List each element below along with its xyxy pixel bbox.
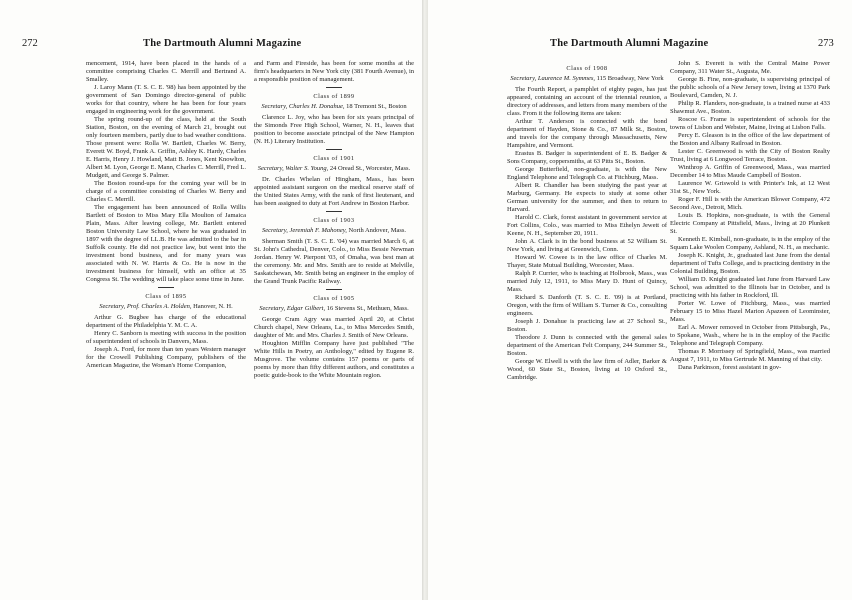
section-divider: [326, 211, 342, 212]
news-paragraph: Howard W. Cowee is in the law office of Charles M. Thayer, State Mutual Building, Worcester, Mass.: [507, 254, 667, 269]
secretary-name: Secretary, Jeremiah F. Mahoney,: [261, 227, 347, 234]
running-title: The Dartmouth Alumni Magazine: [143, 38, 302, 49]
left-column-1: [86, 60, 246, 370]
news-paragraph: Laurence W. Griswold is with Printer's Ink, at 12 West 31st St., New York.: [670, 180, 830, 195]
section-divider: [326, 87, 342, 88]
secretary-address: 24 Oread St., Worcester, Mass.: [329, 165, 411, 172]
class-heading: Class of 1903: [313, 217, 355, 224]
news-paragraph: The spring round-up of the class, held at the South Station, Boston, on the evening of March 21, brought out only fourteen members, partly due to bad weather conditions. Those present were: Rolla W. Bartlett, Charles W. Berry, Everett W. Boyd, Frank A. Griffin, Ashley K. Hardy, Charles E. Harris, Henry J. Howland, Matt B. Jones, Kent Knowlton, Albert M. Lyon, George E. Mann, Charles C. Merrill, Fred L. Mudgett, and George S. Palmer.: [86, 116, 247, 179]
news-paragraph: The engagement has been announced of Rolla Willis Bartlett of Boston to Miss Mary Ella Moulton of Jamaica Plain, Mass. After leaving college, Mr. Bartlett entered Boston University Law School, where he was graduated in 1897 with the degree of LL.B. He was admitted to the bar in Suffolk county. He did not practice law, but went into the investment bond business, and for many years was associated with N. W. Harris & Co. He is now in the investment business for himself, with an office at 35 Congress St. The wedding will take place some time in June.: [86, 204, 246, 283]
news-paragraph: Dana Parkinson, forest assistant in gov-: [678, 364, 782, 371]
news-paragraph: John S. Everett is with the Central Maine Power Company, 311 Water St., Augusta, Me.: [670, 60, 830, 75]
news-paragraph: Albert R. Chandler has been studying the past year at Marburg, Germany. He expects to study at some other German university for the summer, and then to return to Harvard.: [507, 182, 667, 213]
secretary-address: North Andover, Mass.: [348, 227, 407, 234]
secretary-name: Secretary, Charles H. Donahue,: [261, 103, 345, 110]
news-paragraph: mencement, 1914, have been placed in the hands of a committee comprising Charles C. Merrill and Bertrand A. Smalley.: [86, 60, 246, 83]
left-column-2: [254, 60, 414, 380]
secretary-line: [507, 75, 667, 83]
secretary-address: Hanover, N. H.: [193, 303, 233, 310]
news-paragraph: Erastus B. Badger is superintendent of E. B. Badger & Sons Company, coppersmiths, at 63 Pitts St., Boston.: [507, 150, 667, 165]
class-heading: Class of 1901: [313, 155, 355, 162]
news-paragraph: Lester C. Greenwood is with the City of Boston Realty Trust, living at 6 Longwood Terrace, Boston.: [670, 148, 830, 163]
news-paragraph: Sherman Smith (T. S. C. E. '04) was married March 6, at St. John's Cathedral, Denver, Colo., to Miss Bessie Newman Jordan. Henry W. Pierpont '03, of Omaha, was best man at the ceremony. Mr. and Mrs. Smith are to reside at Melville, Saskatchewan, Mr. Smith being an engineer in the employ of the Grand Trunk Pacific Railway.: [254, 238, 414, 285]
news-paragraph: William D. Knight graduated last June from Harvard Law School, was admitted to the Illinois bar in October, and is practicing with his father in Rockford, Ill.: [670, 276, 830, 299]
news-paragraph: Arthur T. Anderson is connected with the bond department of Hayden, Stone & Co., 87 Milk St., Boston, and travels for the company through Massachusetts, New Hampshire, and Vermont.: [507, 118, 667, 149]
news-paragraph: Earl A. Mower removed in October from Pittsburgh, Pa., to Spokane, Wash., where he is in the employ of the Pacific Telephone and Telegraph Company.: [670, 324, 830, 347]
news-paragraph: Henry C. Sanborn is meeting with success in the position of superintendent of schools in Danvers, Mass.: [86, 330, 246, 345]
news-paragraph: George Butterfield, non-graduate, is with the New England Telephone and Telegraph Co. at Fitchburg, Mass.: [507, 166, 667, 181]
news-paragraph: Porter W. Lowe of Fitchburg, Mass., was married February 15 to Miss Hazel Marion Apazeen of Leominster, Mass.: [670, 300, 830, 323]
news-paragraph: Louis B. Hopkins, non-graduate, is with the General Electric Company at Pittsfield, Mass., living at 20 Plunkett St.: [670, 212, 830, 235]
news-paragraph: George Cram Agry was married April 20, at Christ Church chapel, New Orleans, La., to Miss Mercedes Smith, daughter of Mr. and Mrs. Charles J. Smith of New Orleans.: [254, 316, 414, 339]
class-heading: Class of 1899: [313, 93, 355, 100]
news-paragraph: Richard S. Danforth (T. S. C. E. '09) is at Portland, Oregon, with the firm of William S. Turner & Co., consulting engineers.: [507, 294, 667, 317]
secretary-address: 16 Stevens St., Methuen, Mass.: [326, 305, 409, 312]
news-paragraph: Joseph A. Ford, for more than ten years Western manager for the Crowell Publishing Company, publishers of the American Magazine, the Woman's Home Companion,: [86, 346, 246, 369]
secretary-name: Secretary, Edgar Gilbert,: [259, 305, 326, 312]
news-paragraph: Philip R. Flanders, non-graduate, is a trained nurse at 433 Shawmut Ave., Boston.: [670, 100, 830, 115]
secretary-line: [254, 103, 414, 111]
right-page: [428, 0, 852, 600]
secretary-line: [254, 305, 414, 313]
page-number: 273: [818, 38, 834, 49]
secretary-address: 18 Tremont St., Boston: [346, 103, 407, 110]
secretary-address: 115 Broadway, New York: [596, 75, 664, 82]
news-paragraph: Percy E. Gleason is in the office of the law department of the Boston and Albany Railroad in Boston.: [670, 132, 830, 147]
news-paragraph: Clarence L. Joy, who has been for six years principal of the Simonds Free High School, Warner, N. H., leaves that position to become associate principal of the New Hampton (N. H.) Literary Institution.: [254, 114, 414, 145]
section-divider: [158, 287, 174, 288]
news-paragraph: Winthrop A. Griffin of Greenwood, Mass., was married December 14 to Miss Maude Campbell of Boston.: [670, 164, 830, 179]
news-paragraph: The Fourth Report, a pamphlet of eighty pages, has just appeared, containing an account of the triennial reunion, a directory of addresses, and letters from many members of the class. From it the following items are taken:: [507, 86, 667, 117]
news-paragraph: Thomas P. Morrissey of Springfield, Mass., was married August 7, 1911, to Miss Gertrude M. Manning of that city.: [670, 348, 830, 363]
news-paragraph: Houghton Mifflin Company have just published "The White Hills in Poetry, an Anthology," edited by Eugene R. Musgrove. The volume contains 157 poems or parts of poems by more than fifty different authors, and constitutes a poetic guide-book to the White Mountain region.: [254, 340, 414, 379]
news-paragraph: John A. Clark is in the bond business at 52 William St. New York, and living at Greenwich, Conn.: [507, 238, 667, 253]
section-divider: [326, 289, 342, 290]
news-paragraph: and Farm and Fireside, has been for some months at the firm's headquarters in New York city (381 Fourth Avenue), in a responsible position of management.: [254, 60, 414, 83]
section-divider: [326, 149, 342, 150]
news-paragraph: Ralph P. Currier, who is teaching at Holbrook, Mass., was married July 12, 1911, to Miss Mary D. Hunt of Quincy, Mass.: [507, 270, 667, 293]
right-column-1: [507, 60, 667, 382]
secretary-line: [86, 303, 246, 311]
secretary-name: Secretary, Prof. Charles A. Holden,: [99, 303, 192, 310]
running-title: The Dartmouth Alumni Magazine: [550, 38, 709, 49]
news-paragraph: Roscoe G. Frame is superintendent of schools for the towns of Lisbon and Webster, Maine, living at Lisbon Falls.: [670, 116, 830, 131]
news-paragraph: Dr. Charles Whelan of Hingham, Mass., has been appointed assistant surgeon on the medical reserve staff of the United States Army, with the rank of first lieutenant, and has been assigned to duty at Fort Andrew in Boston Harbor.: [254, 176, 414, 207]
news-paragraph: Joseph K. Knight, Jr., graduated last June from the dental department of Tufts College, and is practicing dentistry in the Colonial Building, Boston.: [670, 252, 830, 275]
news-paragraph: Harold C. Clark, forest assistant in government service at Fort Collins, Colo., was married to Miss Ethelyn Jewett of Keene, N. H., September 20, 1911.: [507, 214, 667, 237]
secretary-line: [254, 165, 414, 173]
news-paragraph: Arthur G. Bugbee has charge of the educational department of the Philadelphia Y. M. C. A.: [86, 314, 246, 329]
news-paragraph: George W. Elwell is with the law firm of Adler, Barker & Wood, 60 State St., Boston, living at 10 Oxford St., Cambridge.: [507, 358, 667, 381]
news-paragraph: Theodore J. Dunn is connected with the general sales department of the American Felt Company, 244 Summer St., Boston.: [507, 334, 667, 357]
news-paragraph: The Boston round-ups for the coming year will be in charge of a committee consisting of Charles W. Berry and Charles C. Merrill.: [86, 180, 246, 203]
right-column-2: [670, 60, 830, 372]
left-page: [0, 0, 422, 600]
news-paragraph: Kenneth E. Kimball, non-graduate, is in the employ of the Squam Lake Woolen Company, Ashland, N. H., as mechanic.: [670, 236, 830, 251]
news-paragraph: J. Laroy Mann (T. S. C. E. '98) has been appointed by the government of San Domingo director-general of public works for that country, where he has been for four years engaged in engineering work for the government.: [86, 84, 246, 115]
class-heading: Class of 1895: [145, 293, 187, 300]
secretary-line: [254, 227, 414, 235]
page-number: 272: [22, 38, 38, 49]
class-heading: Class of 1905: [313, 295, 355, 302]
class-heading: Class of 1908: [566, 65, 608, 72]
news-paragraph: Roger F. Hill is with the American Blower Company, 472 Second Ave., Detroit, Mich.: [670, 196, 830, 211]
news-paragraph: George B. Fine, non-graduate, is supervising principal of the public schools of a New Jersey town, living at 1370 Park Boulevard, Camden, N. J.: [670, 76, 830, 99]
secretary-name: Secretary, Walter S. Young,: [257, 165, 329, 172]
news-paragraph: Joseph J. Donahue is practicing law at 27 School St., Boston.: [507, 318, 667, 333]
secretary-name: Secretary, Laurence M. Symmes,: [510, 75, 596, 82]
